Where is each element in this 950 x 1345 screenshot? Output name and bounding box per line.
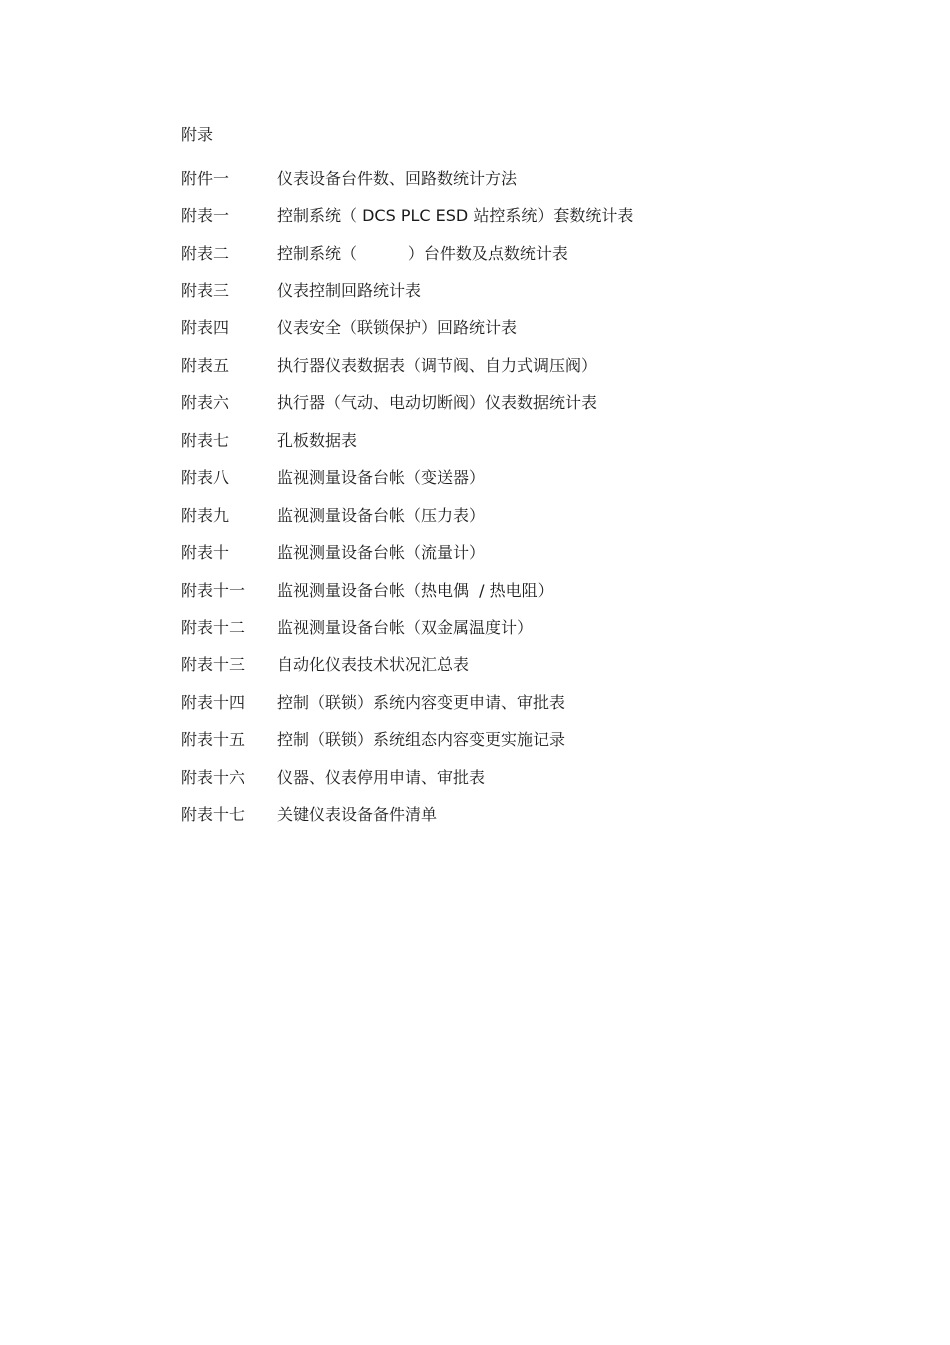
list-item [181,160,901,197]
list-item [181,722,901,759]
item-label: 附表十一 [181,580,246,600]
list-item [181,609,901,646]
item-title: 仪器、仪表停用申请、审批表 [277,767,486,787]
item-label: 附表九 [181,505,230,525]
item-label: 附表十三 [181,655,246,675]
item-label: 附表十 [181,543,230,563]
list-item [181,460,901,497]
item-title: 执行器（气动、电动切断阀）仪表数据统计表 [277,393,598,413]
item-label: 附件一 [181,168,230,188]
item-label: 附表八 [181,468,230,488]
item-title: 监视测量设备台帐（双金属温度计） [277,617,534,637]
list-item [181,796,901,833]
list-item [181,385,901,422]
item-label: 附表十二 [181,617,246,637]
item-label: 附表十七 [181,805,246,825]
item-label: 附表二 [181,243,230,263]
item-title: 仪表设备台件数、回路数统计方法 [277,168,518,188]
item-title: 仪表安全（联锁保护）回路统计表 [277,318,518,338]
item-label: 附表七 [181,430,230,450]
list-item [181,759,901,796]
list-item [181,534,901,571]
item-title: 监视测量设备台帐（变送器） [277,468,486,488]
appendix-heading: 附录 [181,125,214,144]
item-label: 附表六 [181,393,230,413]
item-label: 附表五 [181,355,230,375]
item-title: 控制（联锁）系统组态内容变更实施记录 [277,730,566,750]
item-title: 控制系统（ DCS PLC ESD 站控系统）套数统计表 [277,206,634,226]
item-label: 附表一 [181,206,230,226]
list-item [181,572,901,609]
item-title: 自动化仪表技术状况汇总表 [277,655,470,675]
item-title: 仪表控制回路统计表 [277,281,422,301]
item-title: 控制（联锁）系统内容变更申请、审批表 [277,692,566,712]
list-item [181,310,901,347]
list-item [181,422,901,459]
item-title: 监视测量设备台帐（压力表） [277,505,486,525]
list-item [181,235,901,272]
item-label: 附表十六 [181,767,246,787]
list-item [181,197,901,234]
item-label: 附表十四 [181,692,246,712]
item-label: 附表三 [181,281,230,301]
item-title: 控制系统（ ）台件数及点数统计表 [277,243,568,263]
item-title: 孔板数据表 [277,430,358,450]
list-item [181,647,901,684]
list-item [181,347,901,384]
list-item [181,272,901,309]
list-item [181,497,901,534]
item-title: 执行器仪表数据表（调节阀、自力式调压阀） [277,355,598,375]
item-label: 附表十五 [181,730,246,750]
item-title: 监视测量设备台帐（热电偶 / 热电阻） [277,580,554,600]
appendix-list [181,160,901,834]
item-title: 关键仪表设备备件清单 [277,805,438,825]
item-label: 附表四 [181,318,230,338]
list-item [181,684,901,721]
item-title: 监视测量设备台帐（流量计） [277,543,486,563]
